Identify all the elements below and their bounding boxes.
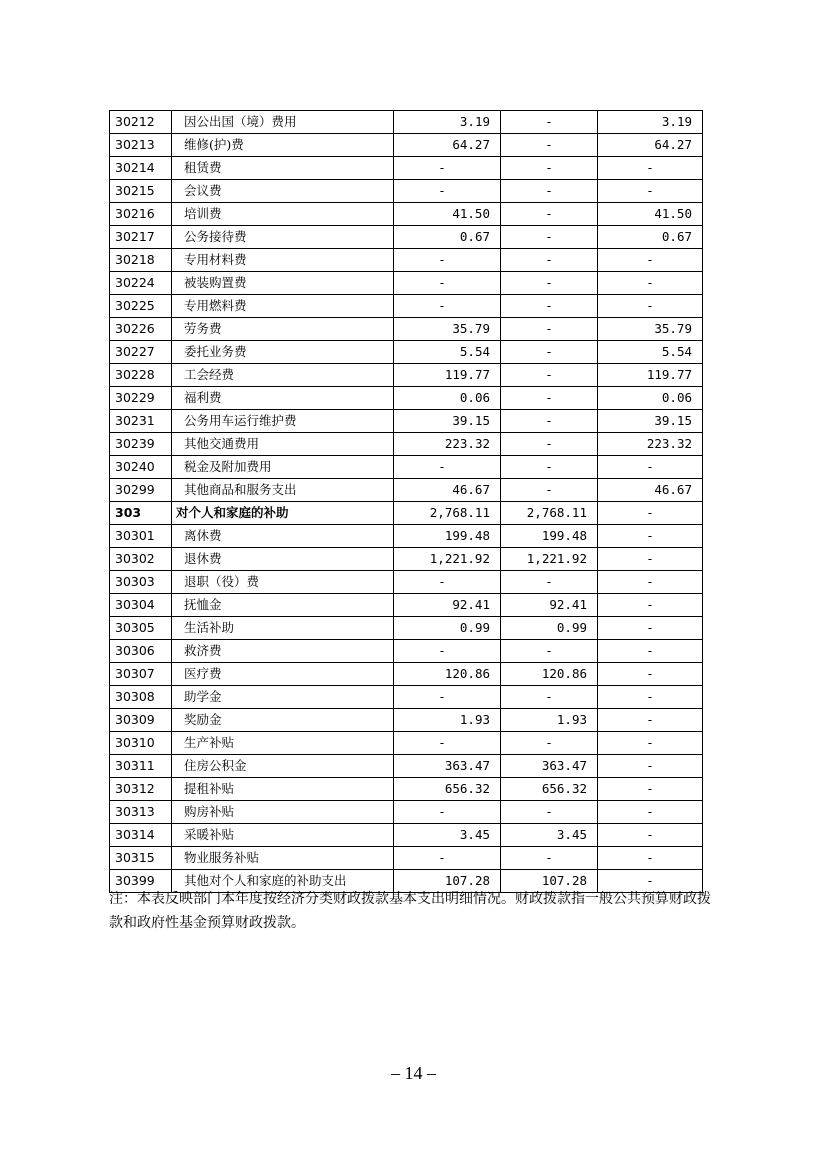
table-row — [110, 226, 703, 249]
cell-personnel: - — [501, 134, 598, 157]
cell-total: 656.32 — [394, 778, 501, 801]
table-row — [110, 456, 703, 479]
table-row — [110, 272, 703, 295]
cell-total: 92.41 — [394, 594, 501, 617]
cell-personnel: - — [501, 732, 598, 755]
cell-name: 退职（役）费 — [172, 571, 394, 594]
cell-code: 30224 — [110, 272, 172, 295]
cell-name: 公务接待费 — [172, 226, 394, 249]
table-row — [110, 134, 703, 157]
cell-public: 223.32 — [598, 433, 703, 456]
cell-total: 2,768.11 — [394, 502, 501, 525]
cell-personnel: - — [501, 410, 598, 433]
cell-personnel: - — [501, 364, 598, 387]
cell-public: - — [598, 617, 703, 640]
table-row — [110, 525, 703, 548]
expenditure-table — [109, 110, 703, 893]
cell-total: 0.67 — [394, 226, 501, 249]
cell-public: 46.67 — [598, 479, 703, 502]
cell-code: 30299 — [110, 479, 172, 502]
cell-code: 30231 — [110, 410, 172, 433]
cell-code: 30314 — [110, 824, 172, 847]
cell-code: 30301 — [110, 525, 172, 548]
cell-public: - — [598, 755, 703, 778]
cell-name: 工会经费 — [172, 364, 394, 387]
cell-name: 会议费 — [172, 180, 394, 203]
cell-personnel: - — [501, 341, 598, 364]
cell-name: 采暖补贴 — [172, 824, 394, 847]
cell-public: - — [598, 732, 703, 755]
cell-name: 救济费 — [172, 640, 394, 663]
table-row — [110, 433, 703, 456]
cell-personnel: 2,768.11 — [501, 502, 598, 525]
cell-total: - — [394, 686, 501, 709]
cell-public: - — [598, 640, 703, 663]
cell-name: 委托业务费 — [172, 341, 394, 364]
cell-total: - — [394, 180, 501, 203]
cell-total: 46.67 — [394, 479, 501, 502]
cell-personnel: - — [501, 180, 598, 203]
table-row — [110, 709, 703, 732]
cell-name: 维修(护)费 — [172, 134, 394, 157]
cell-total: 39.15 — [394, 410, 501, 433]
cell-code: 30239 — [110, 433, 172, 456]
cell-personnel: - — [501, 203, 598, 226]
cell-name: 提租补贴 — [172, 778, 394, 801]
cell-public: - — [598, 778, 703, 801]
cell-code: 30309 — [110, 709, 172, 732]
cell-personnel: - — [501, 456, 598, 479]
cell-name: 生活补助 — [172, 617, 394, 640]
cell-name: 被装购置费 — [172, 272, 394, 295]
cell-total: 1,221.92 — [394, 548, 501, 571]
table-body — [110, 111, 703, 893]
cell-code: 30218 — [110, 249, 172, 272]
cell-public: 5.54 — [598, 341, 703, 364]
cell-total: - — [394, 456, 501, 479]
cell-code: 30216 — [110, 203, 172, 226]
table-row — [110, 686, 703, 709]
cell-personnel: 107.28 — [501, 870, 598, 893]
cell-name: 福利费 — [172, 387, 394, 410]
cell-total: 0.99 — [394, 617, 501, 640]
table-row — [110, 594, 703, 617]
cell-personnel: 1,221.92 — [501, 548, 598, 571]
cell-personnel: - — [501, 111, 598, 134]
cell-name: 专用材料费 — [172, 249, 394, 272]
cell-name: 税金及附加费用 — [172, 456, 394, 479]
cell-personnel: - — [501, 295, 598, 318]
cell-personnel: - — [501, 640, 598, 663]
cell-name: 对个人和家庭的补助 — [172, 502, 394, 525]
cell-public: - — [598, 525, 703, 548]
cell-personnel: 120.86 — [501, 663, 598, 686]
table-row — [110, 364, 703, 387]
cell-public: 41.50 — [598, 203, 703, 226]
cell-total: - — [394, 801, 501, 824]
table-row — [110, 157, 703, 180]
cell-public: 39.15 — [598, 410, 703, 433]
cell-code: 30311 — [110, 755, 172, 778]
cell-total: - — [394, 295, 501, 318]
cell-public: - — [598, 571, 703, 594]
cell-total: - — [394, 640, 501, 663]
cell-total: - — [394, 571, 501, 594]
table-row — [110, 341, 703, 364]
cell-code: 30304 — [110, 594, 172, 617]
cell-name: 医疗费 — [172, 663, 394, 686]
cell-name: 培训费 — [172, 203, 394, 226]
cell-name: 公务用车运行维护费 — [172, 410, 394, 433]
cell-total: 35.79 — [394, 318, 501, 341]
cell-public: - — [598, 709, 703, 732]
cell-public: - — [598, 824, 703, 847]
cell-total: 119.77 — [394, 364, 501, 387]
cell-public: - — [598, 180, 703, 203]
cell-name: 物业服务补贴 — [172, 847, 394, 870]
cell-personnel: - — [501, 847, 598, 870]
cell-total: - — [394, 157, 501, 180]
cell-public: 0.06 — [598, 387, 703, 410]
cell-personnel: - — [501, 801, 598, 824]
cell-personnel: 199.48 — [501, 525, 598, 548]
table-row — [110, 824, 703, 847]
cell-code: 30225 — [110, 295, 172, 318]
cell-name: 租赁费 — [172, 157, 394, 180]
cell-public: - — [598, 249, 703, 272]
cell-name: 抚恤金 — [172, 594, 394, 617]
cell-public: - — [598, 502, 703, 525]
table-row — [110, 111, 703, 134]
table-row — [110, 548, 703, 571]
cell-public: 119.77 — [598, 364, 703, 387]
table-row — [110, 778, 703, 801]
cell-code: 30215 — [110, 180, 172, 203]
cell-name: 购房补贴 — [172, 801, 394, 824]
cell-code: 30313 — [110, 801, 172, 824]
cell-total: 3.45 — [394, 824, 501, 847]
cell-public: - — [598, 295, 703, 318]
cell-name: 其他对个人和家庭的补助支出 — [172, 870, 394, 893]
cell-total: 199.48 — [394, 525, 501, 548]
table-row — [110, 180, 703, 203]
cell-public: - — [598, 801, 703, 824]
cell-code: 303 — [110, 502, 172, 525]
cell-code: 30306 — [110, 640, 172, 663]
cell-code: 30240 — [110, 456, 172, 479]
cell-public: - — [598, 548, 703, 571]
cell-personnel: - — [501, 479, 598, 502]
cell-code: 30303 — [110, 571, 172, 594]
cell-personnel: - — [501, 686, 598, 709]
table-note: 注：本表反映部门本年度按经济分类财政拨款基本支出明细情况。财政拨款指一般公共预算财政拨款和政府性基金预算财政拨款。 — [109, 891, 711, 931]
cell-personnel: - — [501, 318, 598, 341]
cell-personnel: 3.45 — [501, 824, 598, 847]
cell-name: 离休费 — [172, 525, 394, 548]
cell-name: 劳务费 — [172, 318, 394, 341]
cell-total: 5.54 — [394, 341, 501, 364]
cell-name: 其他交通费用 — [172, 433, 394, 456]
table-row — [110, 502, 703, 525]
cell-personnel: - — [501, 387, 598, 410]
cell-public: - — [598, 686, 703, 709]
table-row — [110, 387, 703, 410]
cell-code: 30307 — [110, 663, 172, 686]
table-row — [110, 640, 703, 663]
cell-code: 30213 — [110, 134, 172, 157]
cell-personnel: - — [501, 433, 598, 456]
cell-code: 30229 — [110, 387, 172, 410]
cell-name: 其他商品和服务支出 — [172, 479, 394, 502]
cell-code: 30226 — [110, 318, 172, 341]
table-row — [110, 663, 703, 686]
table-row — [110, 617, 703, 640]
cell-code: 30312 — [110, 778, 172, 801]
table-row — [110, 318, 703, 341]
cell-public: 64.27 — [598, 134, 703, 157]
cell-total: 363.47 — [394, 755, 501, 778]
cell-public: 3.19 — [598, 111, 703, 134]
cell-total: 107.28 — [394, 870, 501, 893]
cell-personnel: - — [501, 249, 598, 272]
table-row — [110, 203, 703, 226]
cell-total: 120.86 — [394, 663, 501, 686]
page-number: – 14 – — [391, 1063, 436, 1083]
cell-total: 3.19 — [394, 111, 501, 134]
cell-name: 因公出国（境）费用 — [172, 111, 394, 134]
cell-code: 30217 — [110, 226, 172, 249]
cell-public: - — [598, 594, 703, 617]
cell-total: - — [394, 847, 501, 870]
table-row — [110, 249, 703, 272]
cell-personnel: - — [501, 157, 598, 180]
cell-name: 专用燃料费 — [172, 295, 394, 318]
cell-personnel: - — [501, 571, 598, 594]
cell-public: - — [598, 157, 703, 180]
cell-name: 生产补贴 — [172, 732, 394, 755]
cell-total: - — [394, 732, 501, 755]
table-row — [110, 410, 703, 433]
cell-personnel: 92.41 — [501, 594, 598, 617]
cell-code: 30302 — [110, 548, 172, 571]
table-row — [110, 571, 703, 594]
cell-public: 0.67 — [598, 226, 703, 249]
cell-public: - — [598, 847, 703, 870]
cell-public: - — [598, 272, 703, 295]
cell-personnel: - — [501, 272, 598, 295]
cell-public: - — [598, 663, 703, 686]
cell-code: 30305 — [110, 617, 172, 640]
cell-total: - — [394, 249, 501, 272]
cell-total: 64.27 — [394, 134, 501, 157]
table-row — [110, 732, 703, 755]
cell-code: 30227 — [110, 341, 172, 364]
cell-public: - — [598, 456, 703, 479]
cell-total: 41.50 — [394, 203, 501, 226]
cell-code: 30228 — [110, 364, 172, 387]
cell-total: 0.06 — [394, 387, 501, 410]
cell-total: - — [394, 272, 501, 295]
cell-personnel: 0.99 — [501, 617, 598, 640]
cell-code: 30315 — [110, 847, 172, 870]
table-row — [110, 755, 703, 778]
cell-personnel: - — [501, 226, 598, 249]
cell-code: 30310 — [110, 732, 172, 755]
cell-code: 30212 — [110, 111, 172, 134]
cell-public: 35.79 — [598, 318, 703, 341]
cell-name: 住房公积金 — [172, 755, 394, 778]
cell-total: 223.32 — [394, 433, 501, 456]
table-row — [110, 801, 703, 824]
cell-name: 奖励金 — [172, 709, 394, 732]
cell-personnel: 1.93 — [501, 709, 598, 732]
table-row — [110, 847, 703, 870]
cell-code: 30399 — [110, 870, 172, 893]
cell-total: 1.93 — [394, 709, 501, 732]
cell-public: - — [598, 870, 703, 893]
table-row — [110, 479, 703, 502]
cell-code: 30214 — [110, 157, 172, 180]
cell-personnel: 656.32 — [501, 778, 598, 801]
cell-code: 30308 — [110, 686, 172, 709]
table-row — [110, 295, 703, 318]
cell-name: 退休费 — [172, 548, 394, 571]
cell-personnel: 363.47 — [501, 755, 598, 778]
cell-name: 助学金 — [172, 686, 394, 709]
